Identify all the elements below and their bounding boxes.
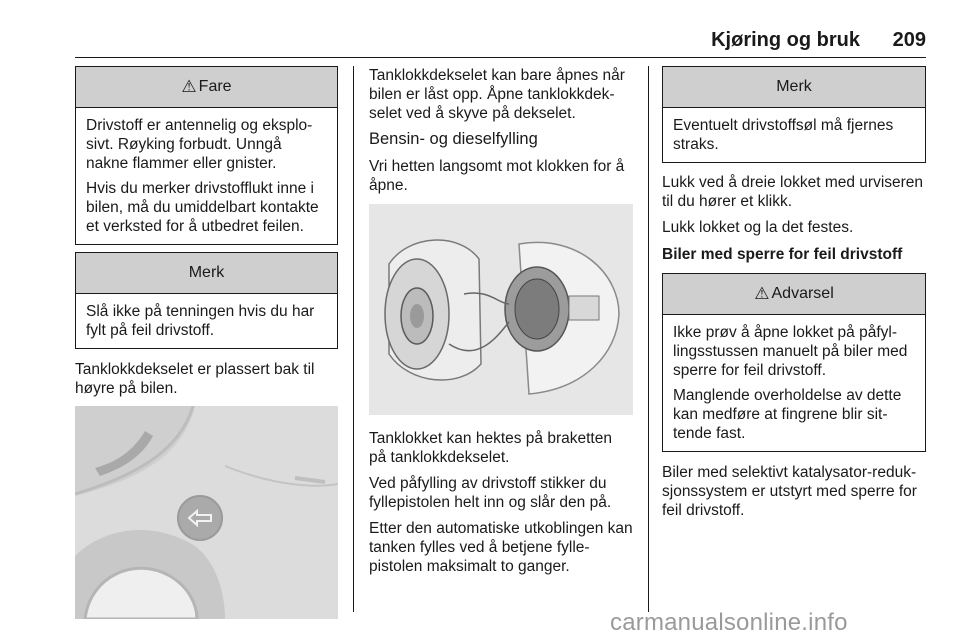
- column-divider-1: [353, 66, 354, 612]
- warning-heading-text: Advarsel: [771, 285, 834, 302]
- warning-paragraph: Ikke prøv å åpne lokket på påfyllingsstussen manuelt på biler med sperre for feil drivstoff.: [673, 324, 908, 379]
- danger-box-heading: [76, 67, 337, 108]
- body-text: Lukk lokket og la det festes.: [662, 219, 854, 236]
- body-text: Ved påfylling av drivstoff stikker du fyllepistolen helt inn og slår den på.: [369, 475, 612, 511]
- body-text: Tanklokkdekselet kan bare åpnes når bilen er låst opp. Åpne tanklokkdekselet ved å skyve på dekselet.: [369, 67, 625, 122]
- column-1: [75, 66, 338, 619]
- fuel-cap-illustration: [369, 204, 633, 415]
- page-title: Kjøring og bruk: [711, 29, 860, 51]
- danger-heading-text: Fare: [198, 78, 232, 95]
- note-paragraph: Slå ikke på tenningen hvis du har fylt på feil drivstoff.: [86, 303, 315, 339]
- warning-triangle-icon: ⚠: [754, 284, 770, 303]
- page-number: 209: [892, 29, 926, 51]
- warning-box: [662, 273, 926, 452]
- note-box: [75, 252, 338, 349]
- warning-box-heading: [663, 274, 925, 315]
- body-text: Biler med selektivt katalysator-reduksjonssystem er utstyrt med sperre for feil drivstoff.: [662, 464, 917, 519]
- page-header: [0, 0, 960, 60]
- body-text: Lukk ved å dreie lokket med urviseren til du hører et klikk.: [662, 174, 924, 210]
- section-subheading: Bensin- og dieselfylling: [369, 130, 538, 148]
- danger-box: [75, 66, 338, 245]
- body-text: Tanklokkdekselet er plassert bak til høyre på bilen.: [75, 361, 315, 397]
- header-rule: [75, 57, 926, 58]
- warning-triangle-icon: ⚠: [181, 77, 197, 96]
- warning-box-body: [663, 315, 925, 451]
- note-box-body: [663, 108, 925, 162]
- column-divider-2: [648, 66, 649, 612]
- column-3: [662, 66, 926, 527]
- note-box: [662, 66, 926, 163]
- danger-box-body: [76, 108, 337, 244]
- danger-paragraph: Drivstoff er antennelig og eksplosivt. Røyking forbudt. Unngå nakne flammer eller gnister.: [86, 117, 313, 172]
- car-rear-illustration: [75, 406, 338, 619]
- column-2: [369, 66, 633, 583]
- watermark: carmanualsonline.info: [610, 609, 848, 636]
- note-box-heading: Merk: [663, 67, 925, 108]
- body-text: Etter den automatiske utkoblingen kan tanken fylles ved å betjene fyllepistolen maksimalt to ganger.: [369, 520, 633, 575]
- danger-paragraph: Hvis du merker drivstofflukt inne i bilen, må du umiddelbart kontakte et verksted for å utbedret feilen.: [86, 180, 319, 235]
- note-box-heading: Merk: [76, 253, 337, 294]
- note-paragraph: Eventuelt drivstoffsøl må fjernes straks.: [673, 117, 894, 153]
- body-text: Vri hetten langsomt mot klokken for å åpne.: [369, 158, 625, 194]
- warning-paragraph: Manglende overholdelse av dette kan medføre at fingrene blir sittende fast.: [673, 387, 902, 442]
- fuel-cap-drawing: [369, 204, 633, 415]
- car-rear-drawing: [75, 406, 338, 619]
- bold-heading: Biler med sperre for feil drivstoff: [662, 246, 903, 263]
- note-box-body: [76, 294, 337, 348]
- body-text: Tanklokket kan hektes på braketten på tanklokkdekselet.: [369, 430, 612, 466]
